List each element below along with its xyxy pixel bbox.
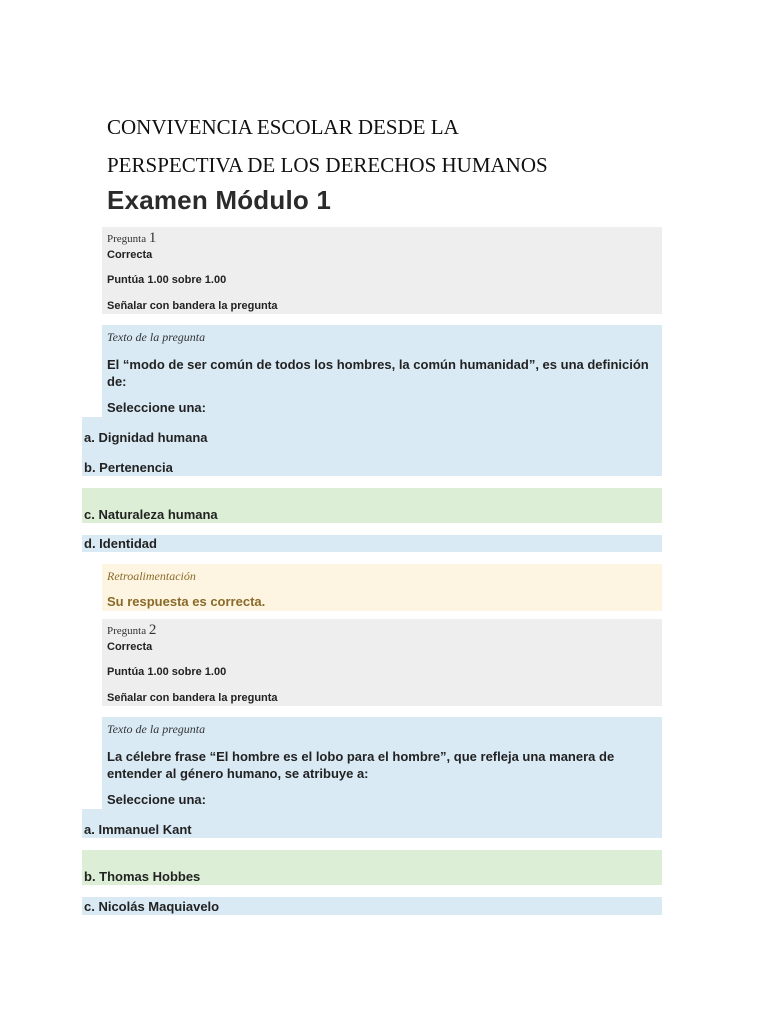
option-row-2b-correct [82, 850, 662, 885]
question-number: 2 [148, 622, 157, 638]
question-text-label: Texto de la pregunta [107, 722, 206, 736]
question-status: Correcta [107, 249, 153, 261]
question-score: Puntúa 1.00 sobre 1.00 [107, 274, 227, 286]
select-one-label: Seleccione una: [107, 400, 206, 415]
option-b[interactable]: b. Thomas Hobbes [84, 869, 201, 884]
question-number: 1 [148, 230, 157, 246]
option-row-2c [82, 897, 662, 915]
question-info-1 [102, 227, 662, 314]
exam-title: Examen Módulo 1 [107, 185, 332, 215]
document-title-line2: PERSPECTIVA DE LOS DERECHOS HUMANOS [107, 153, 548, 177]
feedback-text: Su respuesta es correcta. [107, 594, 266, 609]
option-row-2a [82, 809, 662, 838]
option-b[interactable]: b. Pertenencia [84, 460, 173, 475]
feedback-label: Retroalimentación [107, 569, 196, 583]
question-number-label [107, 230, 156, 247]
question-number-label [107, 622, 156, 639]
question-info-2 [102, 619, 662, 706]
document-title-line1: CONVIVENCIA ESCOLAR DESDE LA [107, 115, 459, 139]
flag-question-link[interactable]: Señalar con bandera la pregunta [107, 300, 278, 312]
question-text-block-1 [102, 325, 662, 417]
option-row-1d [82, 535, 662, 552]
option-d[interactable]: d. Identidad [84, 536, 157, 551]
question-text: El “modo de ser común de todos los hombres, la común humanidad”, es una definición de: [107, 357, 649, 389]
option-row-1c-correct [82, 488, 662, 523]
question-text: La célebre frase “El hombre es el lobo para el hombre”, que refleja una manera de entender al género humano, se atribuye a: [107, 749, 615, 781]
question-text-label: Texto de la pregunta [107, 330, 206, 344]
question-status: Correcta [107, 641, 153, 653]
feedback-block-1 [102, 564, 662, 611]
select-one-label: Seleccione una: [107, 792, 206, 807]
option-a[interactable]: a. Immanuel Kant [84, 822, 192, 837]
option-a[interactable]: a. Dignidad humana [84, 430, 208, 445]
option-c[interactable]: c. Naturaleza humana [84, 507, 218, 522]
question-text-block-2 [102, 717, 662, 809]
option-row-1a-1b [82, 417, 662, 476]
flag-question-link[interactable]: Señalar con bandera la pregunta [107, 692, 278, 704]
option-c[interactable]: c. Nicolás Maquiavelo [84, 899, 220, 914]
question-score: Puntúa 1.00 sobre 1.00 [107, 666, 227, 678]
pregunta-label: Pregunta [107, 625, 147, 637]
pregunta-label: Pregunta [107, 233, 147, 245]
